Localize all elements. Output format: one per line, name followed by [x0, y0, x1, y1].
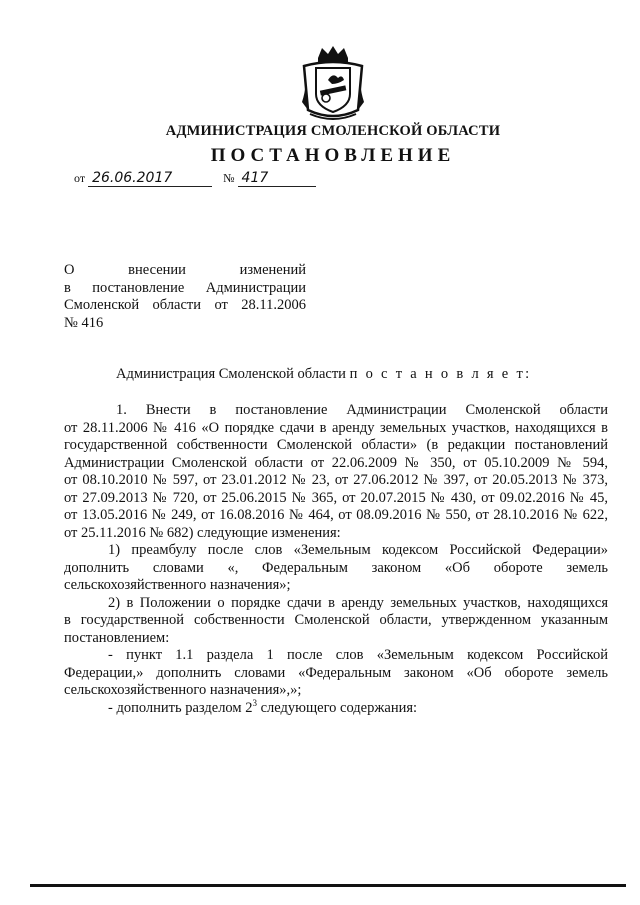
section-after: следующего содержания:	[256, 699, 418, 716]
text-line: от 13.05.2016 № 249, от 16.08.2016 № 464, от 08.09.2016 № 550, от 28.10.2016 № 622,	[64, 507, 608, 523]
text-line: государственной собственности Смоленской области» (в редакции постановлений	[64, 437, 608, 453]
subject-line: Смоленской области от 28.11.2006	[64, 297, 306, 313]
decree-lead: Администрация Смоленской области	[116, 366, 346, 382]
subject-line: № 416	[64, 314, 104, 331]
subject-line: О внесении изменений	[64, 262, 306, 278]
date-number-line	[74, 170, 316, 187]
paragraph-3	[64, 595, 608, 648]
paragraph-1	[64, 402, 608, 542]
text-line: 1) преамбулу после слов «Земельным кодексом Российской Федерации»	[108, 542, 608, 558]
text-line: 1. Внести в постановление Администрации Смоленской области	[116, 402, 608, 418]
bottom-rule	[30, 884, 626, 887]
handwritten-date: 26.06.2017	[88, 170, 212, 187]
decree-verb: п о с т а н о в л я е т:	[349, 366, 532, 382]
subject-block	[64, 262, 306, 332]
section-superscript: 3	[252, 697, 257, 708]
text-line: от 08.10.2010 № 597, от 23.01.2012 № 23, от 27.06.2012 № 397, от 20.05.2013 № 373,	[64, 472, 608, 488]
number-label: №	[223, 171, 235, 185]
text-line: постановлением:	[64, 629, 170, 646]
paragraph-5	[64, 697, 608, 718]
text-line: дополнить словами «, Федеральным законом «Об обороте земель	[64, 559, 608, 576]
text-line: от 28.11.2006 № 416 «О порядке сдачи в аренду земельных участков, находящихся в	[64, 419, 608, 436]
paragraph-4	[64, 647, 608, 700]
section-before: - дополнить разделом 2	[108, 699, 253, 716]
text-line: Администрации Смоленской области от 22.06.2009 № 350, от 05.10.2009 № 594,	[64, 454, 608, 471]
text-line: от 27.09.2013 № 720, от 25.06.2015 № 365, от 20.07.2015 № 430, от 09.02.2016 № 45,	[64, 489, 608, 506]
coat-of-arms-icon	[298, 44, 368, 124]
paragraph-2	[64, 542, 608, 595]
text-line: сельскохозяйственного назначения»,»;	[64, 682, 302, 698]
subject-line: в постановление Администрации	[64, 279, 306, 296]
decree-line	[64, 366, 608, 384]
from-label: от	[74, 171, 86, 185]
handwritten-number: 417	[238, 170, 316, 187]
organization-title: АДМИНИСТРАЦИЯ СМОЛЕНСКОЙ ОБЛАСТИ	[165, 123, 501, 139]
text-line: в государственной собственности Смоленской области, утвержденном указанным	[64, 612, 608, 628]
text-line: от 25.11.2016 № 682) следующие изменения:	[64, 524, 341, 541]
document-type: ПОСТАНОВЛЕНИЕ	[210, 145, 456, 166]
text-line: Федерации,» дополнить словами «Федеральным законом «Об обороте земель	[64, 664, 608, 681]
text-line: - пункт 1.1 раздела 1 после слов «Земельным кодексом Российской	[108, 647, 608, 663]
text-line: сельскохозяйственного назначения»;	[64, 577, 291, 593]
text-line	[64, 697, 608, 718]
text-line: 2) в Положении о порядке сдачи в аренду земельных участков, находящихся	[108, 594, 608, 611]
